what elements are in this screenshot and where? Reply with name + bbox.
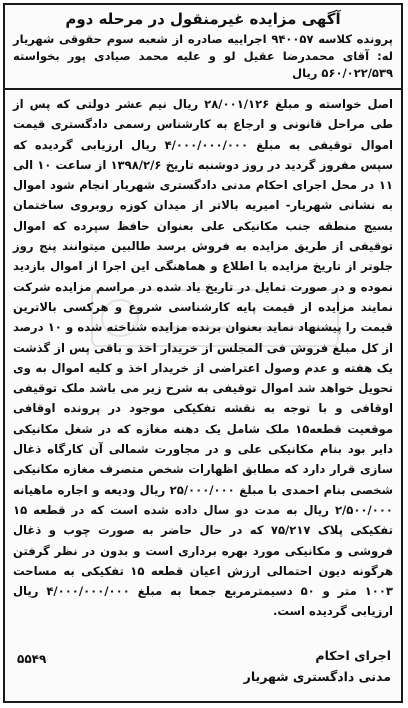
auction-notice	[3, 3, 403, 703]
signature-department: مدنی دادگستری شهریار	[243, 669, 391, 684]
notice-header	[5, 5, 401, 90]
case-reference: پرونده کلاسه ۹۴۰۰۵۷ اجراییه صادره از شعبه سوم حقوقی شهریار له: آقای محمدرضا عقیل لو و علیه محمد صیادی پور بخواسته ۵۶۰/۰۲۲/۵۳۹ ریال	[13, 32, 393, 80]
notice-title: آگهی مزایده غیرمنقول در مرحله دوم	[65, 10, 341, 28]
notice-body-text: اصل خواسته و مبلغ ۲۸/۰۰۱/۱۲۶ ریال نیم عشر دولتی که پس از طی مراحل قانونی و ارجاع به کارشناس رسمی دادگستری قیمت اموال توقیفی به مبلغ ۴/۰۰۰/۰۰۰/۰۰۰ ریال ارزیابی گردیده که سپس مفروز گردید در روز دوشنبه تاریخ ۱۳۹۸/۲/۶ از ساعت ۱۰ الی ۱۱ در محل اجرای احکام مدنی دادگستری شهریار انجام شود اموال به نشانی شهریار- امیریه بالاتر از میدان کوزه روبروی ساختمان بسیج منطقه جنب مکانیکی علی بعنوان حافظ سپرده که اموال توقیفی از طریق مزایده به فروش برسد طالبین میتوانند پنج روز جلوتر از تاریخ مزایده با اطلاع و هماهنگی این اجرا از اموال بازدید نموده و در صورت تمایل در تاریخ یاد شده در مراسم مزایده شرکت نمایند مزایده از قیمت پایه کارشناسی شروع و هرکسی بالاترین قیمت را پیشنهاد نماید بعنوان برنده مزایده شناخته شده و ۱۰ درصد از کل مبلغ فروش فی المجلس از خریدار اخذ و باقی پس از گذشت یک هفته و عدم وصول اعتراضی از خریدار اخذ و کلیه اموال به وی تحویل خواهد شد اموال توقیفی به شرح زیر می باشد ملک توقیفی اوقافی و با توجه به نقشه تفکیکی موجود در پرونده اوقافی موقعیت قطعه۱۵ ملک شامل یک دهنه مغازه که در شغل مکانیکی دایر بود بنام مکانیکی علی و در مجاورت شمالی آن کارگاه ذغال سازی قرار دارد که مطابق اظهارات شخص متصرف مغازه مکانیکی شخصی بنام احمدی با مبلغ ۲۵/۰۰۰/۰۰۰ ریال ودیعه و اجاره ماهیانه ۲/۵۰۰/۰۰۰ ریال به مدت دو سال داده شده است که در قطعه ۱۵ تفکیکی پلاک ۷۵/۲۱۷ که در حال حاضر به صورت چوب و ذغال فروشی و مکانیکی مورد بهره برداری است و بدون در نظر گرفتن هرگونه دیون احتمالی ارزش اعیان قطعه ۱۵ تفکیکی به مساحت ۱۰۰۳ متر و ۵۰ دسیمترمربع جمعا به مبلغ ۴/۰۰۰/۰۰۰/۰۰۰ ریال ارزیابی گردیده است.	[13, 97, 393, 619]
signature-block	[15, 645, 391, 687]
notice-code: ۵۵۴۹	[17, 652, 47, 666]
signature-title: اجرای احکام	[315, 648, 391, 663]
